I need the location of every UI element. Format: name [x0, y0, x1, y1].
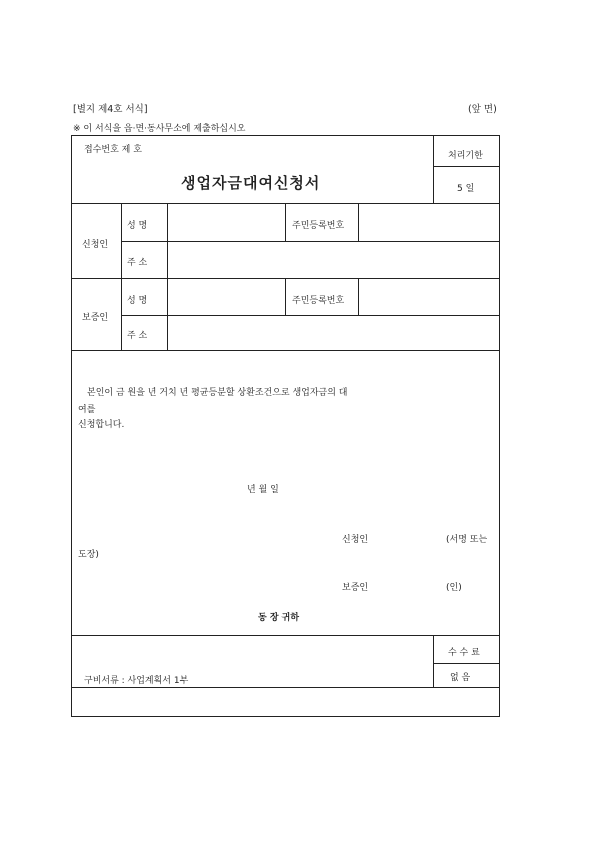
required-documents: 구비서류 : 사업계획서 1부 — [84, 676, 189, 686]
divider-deadline-left — [433, 136, 434, 203]
divider-title-bottom — [72, 203, 500, 204]
divider-fee-bottom — [72, 687, 500, 688]
applicant-name-field[interactable] — [169, 205, 283, 239]
guarantor-section-label: 보증인 — [82, 313, 109, 323]
application-form — [71, 135, 500, 717]
applicant-id-label: 주민등록번호 — [292, 221, 345, 231]
divider-guarantor-mid — [121, 315, 500, 316]
receipt-number-label: 접수번호 제 호 — [84, 145, 142, 155]
divider-applicant-name-left — [167, 203, 168, 278]
addressee: 동 장 귀하 — [258, 613, 300, 623]
divider-body-bottom — [72, 635, 500, 636]
applicant-address-field[interactable] — [169, 243, 498, 276]
guarantor-name-label: 성 명 — [127, 296, 148, 306]
applicant-id-field[interactable] — [360, 205, 498, 239]
application-statement-line1: 본인이 금 원을 년 거치 년 평균등분할 상환조건으로 생업자금의 대 — [87, 388, 348, 398]
application-date: 년 월 일 — [247, 485, 279, 495]
application-statement-line2: 여를 — [78, 405, 96, 415]
guarantor-address-field[interactable] — [169, 317, 498, 348]
divider-fee-mid — [433, 663, 500, 664]
submission-note: ※ 이 서식을 읍·면·동사무소에 제출하십시오 — [73, 124, 246, 134]
guarantor-name-field[interactable] — [169, 280, 283, 313]
divider-guarantor-id-right — [358, 278, 359, 315]
guarantor-id-field[interactable] — [360, 280, 498, 313]
deadline-value: 5 일 — [457, 184, 475, 194]
divider-applicant-bottom — [72, 278, 500, 279]
form-number: [별지 제4호 서식] — [73, 104, 148, 115]
guarantor-id-label: 주민등록번호 — [292, 296, 345, 306]
applicant-signature-note-cont: 도장) — [78, 550, 99, 560]
divider-guarantor-name-left — [167, 278, 168, 350]
fee-label: 수 수 료 — [448, 648, 480, 658]
application-statement-line3: 신청합니다. — [78, 420, 125, 430]
fee-value: 없 음 — [450, 673, 471, 683]
divider-deadline-mid — [433, 166, 500, 167]
page-side-label: (앞 면) — [468, 104, 497, 115]
form-title: 생업자금대여신청서 — [181, 174, 321, 192]
divider-applicant-id-left — [285, 203, 286, 241]
applicant-name-label: 성 명 — [127, 221, 148, 231]
deadline-label: 처리기한 — [448, 151, 483, 161]
applicant-section-label: 신청인 — [82, 240, 109, 250]
guarantor-address-label: 주 소 — [127, 331, 148, 341]
divider-guarantor-bottom — [72, 350, 500, 351]
divider-guarantor-id-left — [285, 278, 286, 315]
applicant-signature-note: (서명 또는 — [446, 535, 488, 545]
divider-applicant-mid — [121, 241, 500, 242]
divider-fee-left — [433, 635, 434, 687]
divider-section-label — [121, 203, 122, 350]
applicant-signature-label: 신청인 — [342, 535, 369, 545]
guarantor-signature-label: 보증인 — [342, 583, 369, 593]
applicant-address-label: 주 소 — [127, 258, 148, 268]
divider-applicant-id-right — [358, 203, 359, 241]
guarantor-seal-note: (인) — [446, 583, 462, 593]
